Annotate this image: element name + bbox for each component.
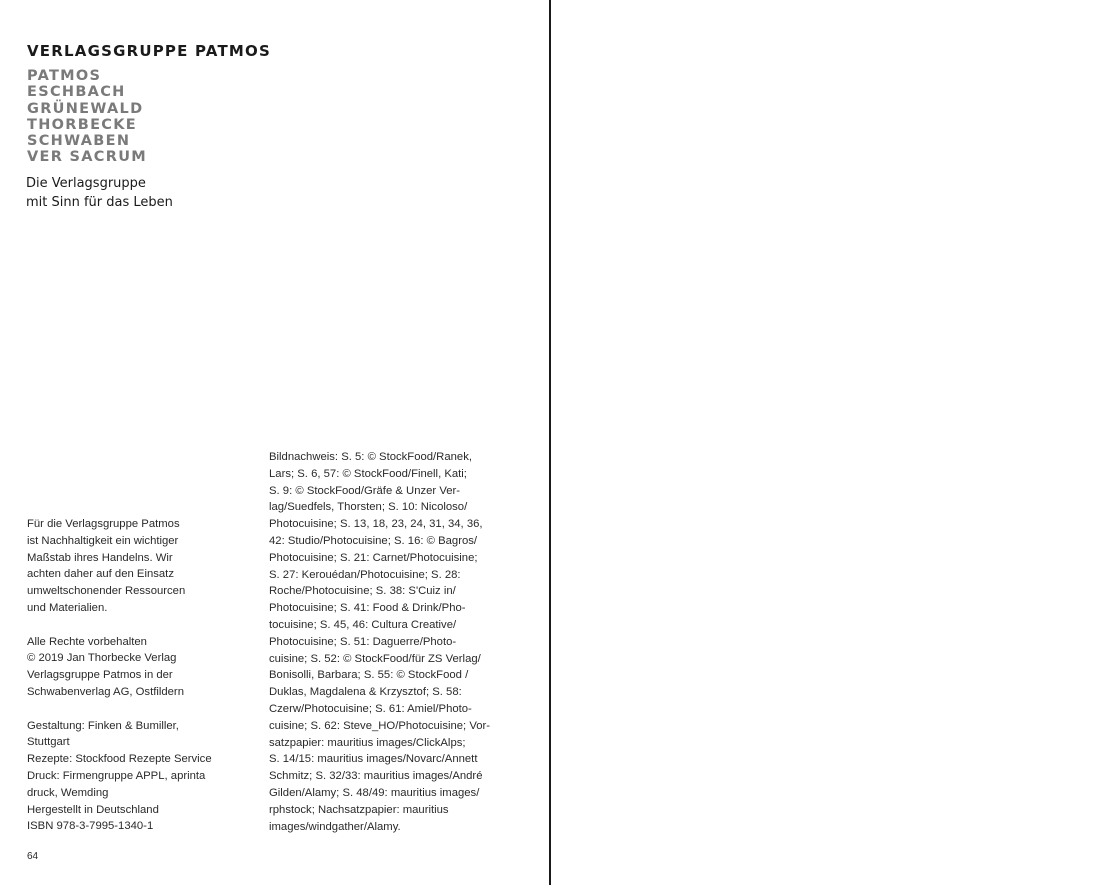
- credit-line: Photocuisine; S. 21: Carnet/Photocuisine;: [269, 551, 478, 564]
- text-line: umweltschonender Ressourcen: [27, 585, 186, 598]
- tagline-line: mit Sinn für das Leben: [26, 195, 173, 210]
- image-credits: [269, 449, 514, 835]
- right-page-blank: [551, 0, 1108, 885]
- credit-line: Roche/Photocuisine; S. 38: S'Cuiz in/: [269, 585, 456, 598]
- imprint-name: GRÜNEWALD: [27, 100, 144, 117]
- text-line: Für die Verlagsgruppe Patmos: [27, 518, 180, 530]
- imprint-name: THORBECKE: [27, 116, 137, 133]
- left-page: [0, 0, 550, 885]
- credit-line: Bildnachweis: S. 5: © StockFood/Ranek,: [269, 451, 472, 463]
- text-line: © 2019 Jan Thorbecke Verlag: [27, 652, 177, 665]
- credit-line: Photocuisine; S. 41: Food & Drink/Pho-: [269, 602, 466, 615]
- credit-line: S. 14/15: mauritius images/Novarc/Annett: [269, 753, 478, 766]
- sustainability-note: [27, 516, 249, 617]
- page-number: 64: [27, 851, 39, 862]
- text-line: Maßstab ihres Handelns. Wir: [27, 551, 173, 564]
- credit-line: Photocuisine; S. 51: Daguerre/Photo-: [269, 635, 457, 648]
- credit-line: lag/Suedfels, Thorsten; S. 10: Nicoloso/: [269, 501, 468, 514]
- imprint-column: [27, 516, 249, 835]
- text-line: Schwabenverlag AG, Ostfildern: [27, 685, 184, 698]
- text-line: ist Nachhaltigkeit ein wichtiger: [27, 534, 179, 547]
- credit-line: Bonisolli, Barbara; S. 55: © StockFood /: [269, 669, 469, 682]
- credit-line: Schmitz; S. 32/33: mauritius images/André: [269, 770, 483, 783]
- credit-line: images/windgather/Alamy.: [269, 820, 401, 833]
- text-line: und Materialien.: [27, 601, 108, 614]
- text-line: Gestaltung: Finken & Bumiller,: [27, 719, 179, 732]
- tagline-line: Die Verlagsgruppe: [26, 176, 146, 191]
- imprint-name: ESCHBACH: [27, 84, 126, 101]
- credit-line: Gilden/Alamy; S. 48/49: mauritius images/: [269, 786, 480, 799]
- text-line: Verlagsgruppe Patmos in der: [27, 669, 173, 682]
- text-line: druck, Wemding: [27, 786, 109, 799]
- credit-line: cuisine; S. 52: © StockFood/für ZS Verlag/: [269, 652, 481, 665]
- text-line: Rezepte: Stockfood Rezepte Service: [27, 753, 212, 766]
- credit-line: Czerw/Photocuisine; S. 61: Amiel/Photo-: [269, 702, 472, 715]
- credit-line: satzpapier: mauritius images/ClickAlps;: [269, 736, 466, 749]
- credit-line: Photocuisine; S. 13, 18, 23, 24, 31, 34, 36,: [269, 518, 483, 531]
- text-line: Stuttgart: [27, 736, 70, 749]
- credit-line: S. 9: © StockFood/Gräfe & Unzer Ver-: [269, 484, 461, 497]
- imprint-name: SCHWABEN: [27, 133, 131, 150]
- copyright-notice: [27, 634, 249, 701]
- imprint-list: [27, 68, 147, 166]
- text-line: Druck: Firmengruppe APPL, aprinta: [27, 769, 206, 782]
- text-line: Hergestellt in Deutschland: [27, 803, 159, 816]
- credit-line: Lars; S. 6, 57: © StockFood/Finell, Kati;: [269, 467, 467, 480]
- credit-line: S. 27: Kerouédan/Photocuisine; S. 28:: [269, 568, 461, 581]
- isbn: ISBN 978-3-7995-1340-1: [27, 820, 154, 833]
- credit-line: cuisine; S. 62: Steve_HO/Photocuisine; Vor-: [269, 719, 491, 732]
- imprint-name: PATMOS: [27, 68, 102, 84]
- credit-line: rphstock; Nachsatzpapier: mauritius: [269, 803, 449, 816]
- credit-line: tocuisine; S. 45, 46: Cultura Creative/: [269, 618, 457, 631]
- production-credits: [27, 718, 249, 836]
- publisher-group-title: VERLAGSGRUPPE PATMOS: [27, 42, 271, 60]
- text-line: Alle Rechte vorbehalten: [27, 635, 147, 648]
- imprint-name: VER SACRUM: [27, 149, 148, 166]
- credit-line: 42: Studio/Photocuisine; S. 16: © Bagros/: [269, 534, 478, 547]
- credit-line: Duklas, Magdalena & Krzysztof; S. 58:: [269, 686, 462, 699]
- text-line: achten daher auf den Einsatz: [27, 568, 174, 581]
- publisher-tagline: [26, 174, 173, 212]
